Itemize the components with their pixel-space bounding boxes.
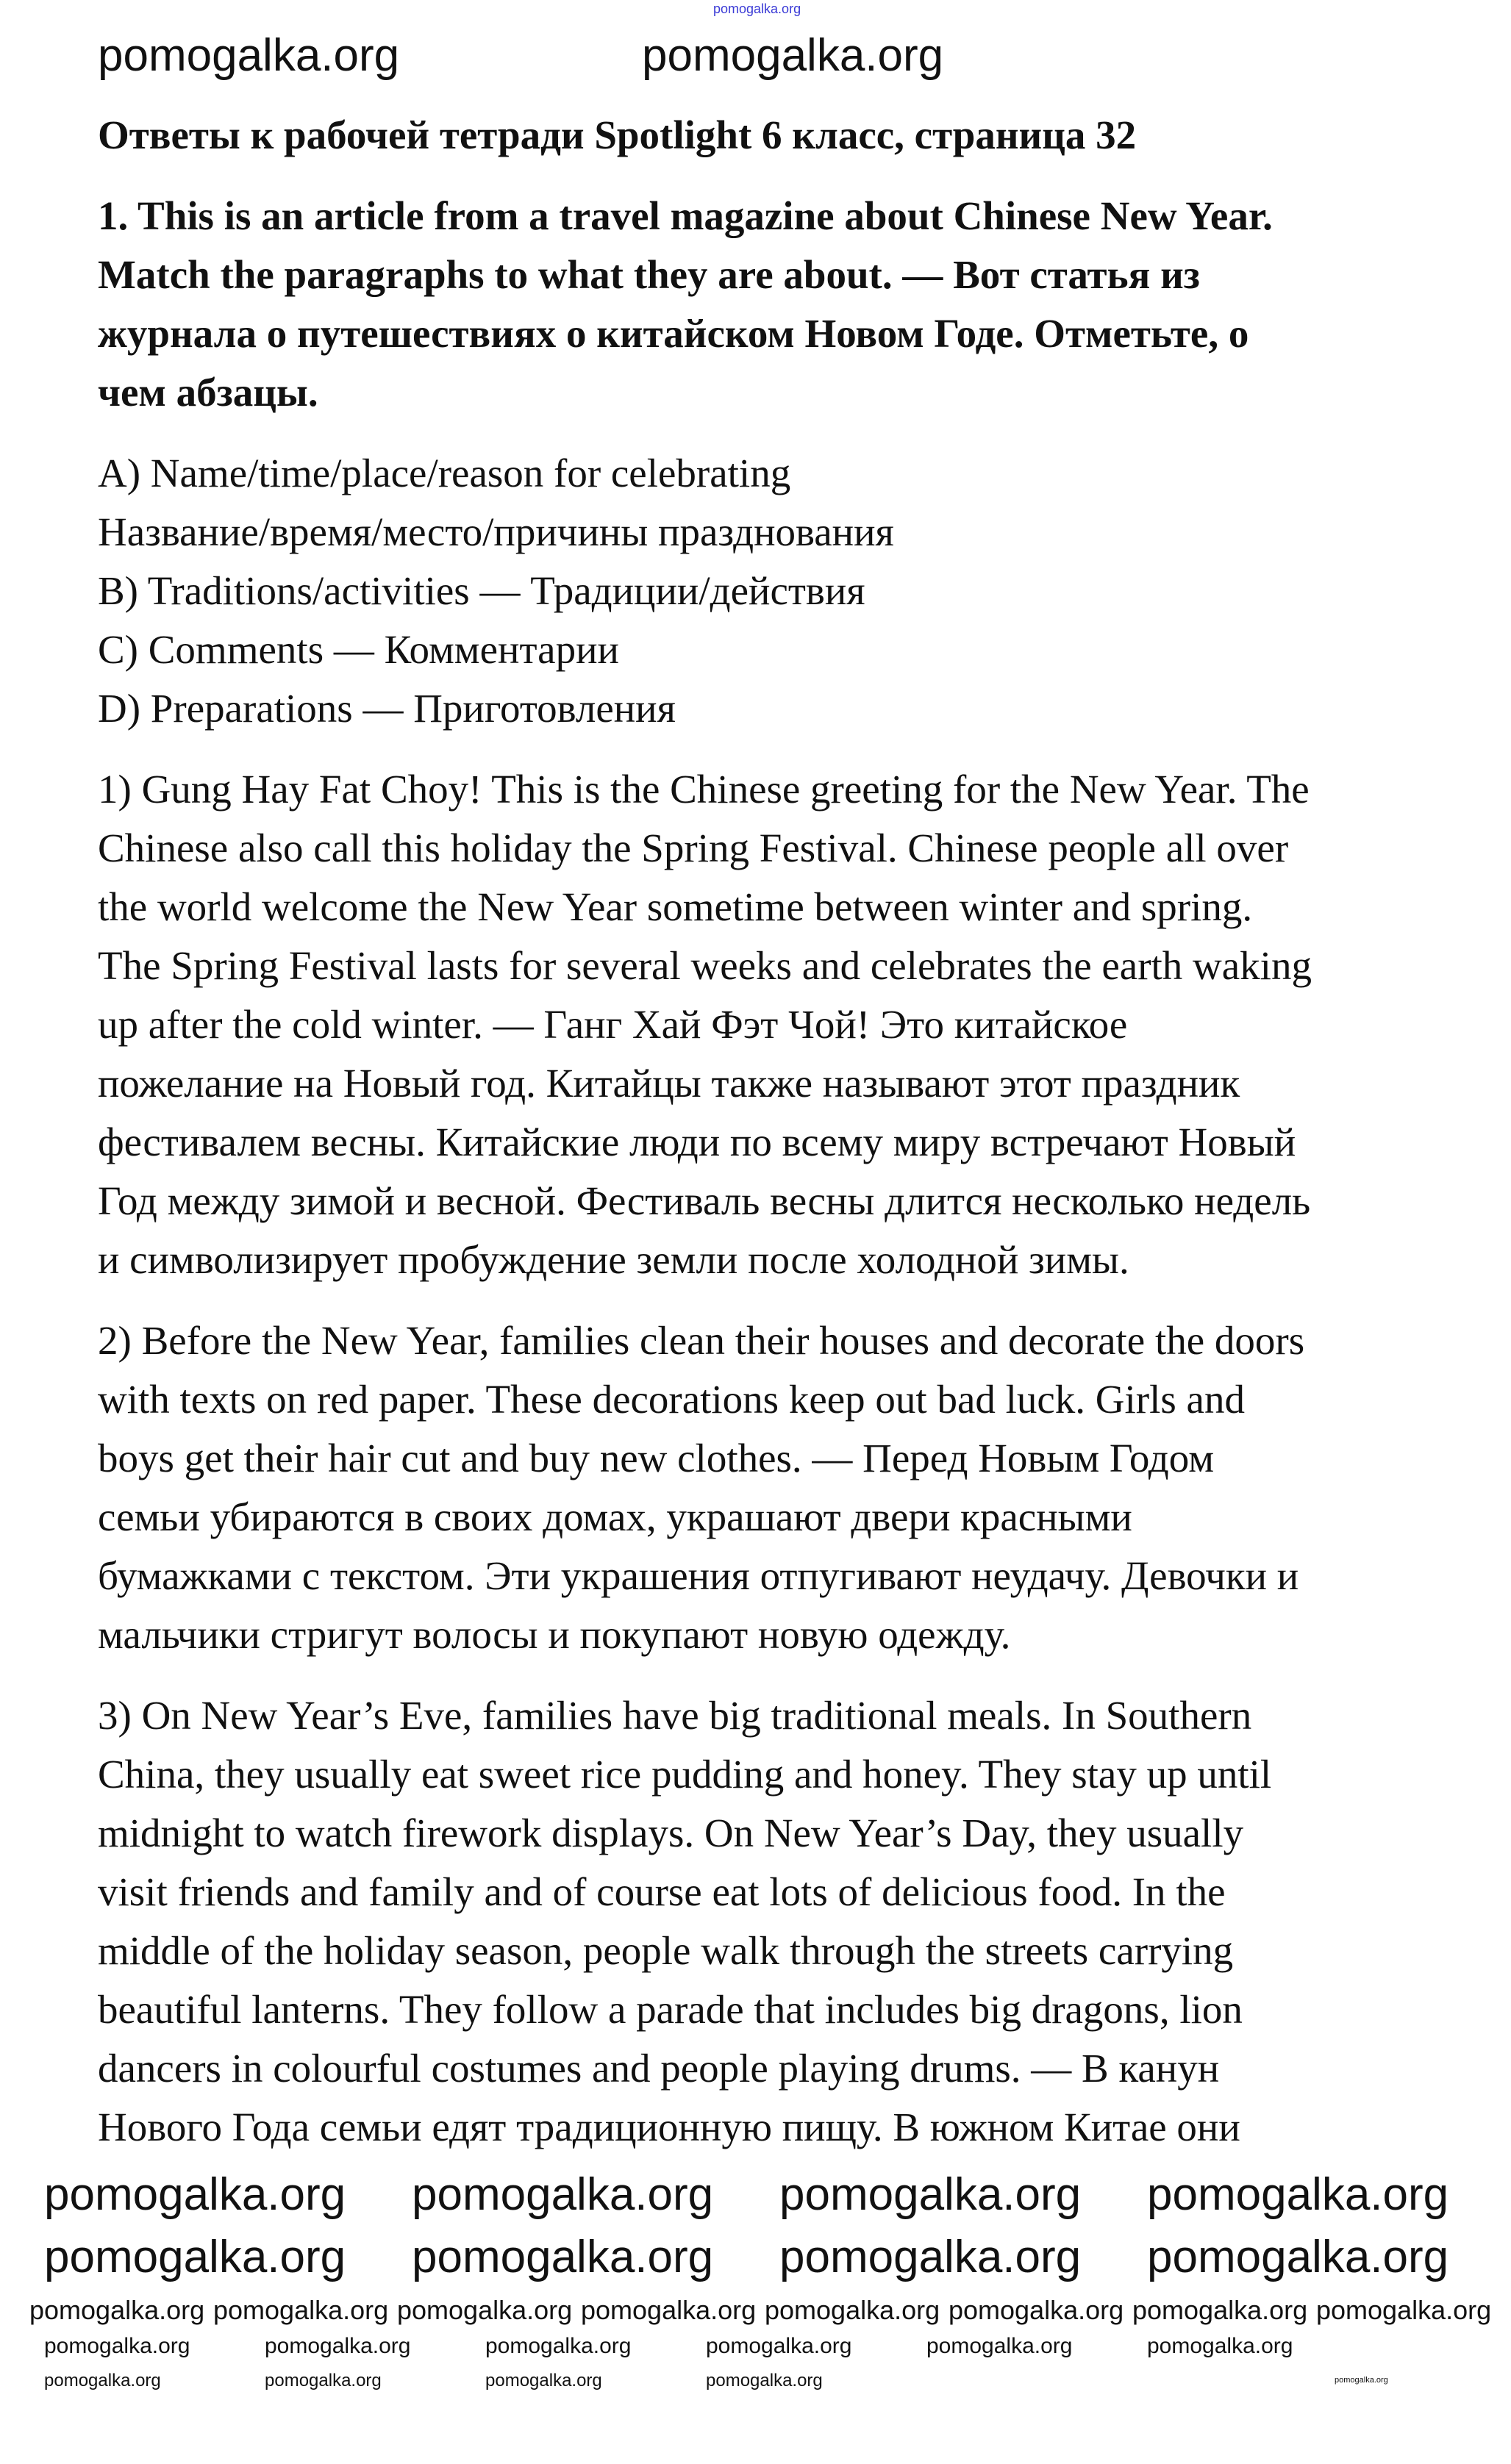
paragraph3-line: Нового Года семьи едят традиционную пищу. В южном Китае они — [98, 2105, 1240, 2149]
watermark: pomogalka.org — [1147, 2232, 1449, 2282]
watermark: pomogalka.org — [265, 2371, 382, 2390]
watermark-top: pomogalka.org — [713, 1, 801, 16]
task-line: чем абзацы. — [98, 370, 318, 415]
paragraph1-line: The Spring Festival lasts for several weeks and celebrates the earth waking — [98, 943, 1312, 988]
watermark: pomogalka.org — [44, 2169, 346, 2220]
watermark: pomogalka.org — [1335, 2376, 1388, 2385]
watermark: pomogalka.org — [926, 2334, 1073, 2358]
paragraph3-line: dancers in colourful costumes and people playing drums. — В канун — [98, 2046, 1220, 2091]
watermark: pomogalka.org — [412, 2169, 714, 2220]
paragraph1-line: the world welcome the New Year sometime between winter and spring. — [98, 884, 1253, 929]
paragraph3-line: 3) On New Year’s Eve, families have big traditional meals. In Southern — [98, 1693, 1252, 1738]
watermark: pomogalka.org — [1147, 2169, 1449, 2220]
paragraph3-line: midnight to watch firework displays. On New Year’s Day, they usually — [98, 1811, 1244, 1855]
watermark: pomogalka.org — [397, 2295, 573, 2325]
task-line: Match the paragraphs to what they are about. — Вот статья из — [98, 252, 1200, 297]
paragraph1-line: Chinese also call this holiday the Spring Festival. Chinese people all over — [98, 825, 1289, 870]
paragraph3-line: middle of the holiday season, people walk through the streets carrying — [98, 1928, 1234, 1973]
paragraph2-line: мальчики стригут волосы и покупают новую одежду. — [98, 1612, 1011, 1657]
watermark: pomogalka.org — [1147, 2334, 1293, 2358]
watermark: pomogalka.org — [265, 2334, 411, 2358]
paragraph3-line: beautiful lanterns. They follow a parade that includes big dragons, lion — [98, 1987, 1243, 2032]
watermark: pomogalka.org — [642, 30, 944, 81]
option-line: A) Name/time/place/reason for celebrating — [98, 451, 791, 495]
paragraph2-line: 2) Before the New Year, families clean their houses and decorate the doors — [98, 1318, 1305, 1363]
watermark: pomogalka.org — [581, 2295, 757, 2325]
page-title: Ответы к рабочей тетради Spotlight 6 класс, страница 32 — [98, 112, 1137, 157]
paragraph1-line: up after the cold winter. — Ганг Хай Фэт Чой! Это китайское — [98, 1002, 1128, 1047]
paragraph2-line: бумажками с текстом. Эти украшения отпугивают неудачу. Девочки и — [98, 1553, 1299, 1598]
task-line: 1. This is an article from a travel magazine about Chinese New Year. — [98, 193, 1273, 238]
option-line: B) Traditions/activities — Традиции/действия — [98, 568, 865, 613]
paragraph2-line: with texts on red paper. These decorations keep out bad luck. Girls and — [98, 1377, 1245, 1422]
option-line: D) Preparations — Приготовления — [98, 686, 676, 731]
watermark: pomogalka.org — [485, 2371, 602, 2390]
paragraph3-line: visit friends and family and of course eat lots of delicious food. In the — [98, 1869, 1226, 1914]
watermark: pomogalka.org — [412, 2232, 714, 2282]
paragraph2-line: семьи убираются в своих домах, украшают двери красными — [98, 1494, 1132, 1539]
watermark: pomogalka.org — [44, 2334, 190, 2358]
watermark: pomogalka.org — [44, 2232, 346, 2282]
watermark: pomogalka.org — [1316, 2295, 1492, 2325]
watermark: pomogalka.org — [779, 2232, 1082, 2282]
watermark: pomogalka.org — [949, 2295, 1124, 2325]
option-line: Название/время/место/причины празднования — [98, 509, 894, 554]
paragraph2-line: boys get their hair cut and buy new clothes. — Перед Новым Годом — [98, 1436, 1215, 1480]
watermark: pomogalka.org — [706, 2334, 852, 2358]
paragraph1-line: пожелание на Новый год. Китайцы также называют этот праздник — [98, 1061, 1240, 1106]
watermark: pomogalka.org — [765, 2295, 940, 2325]
watermark: pomogalka.org — [706, 2371, 823, 2390]
watermark: pomogalka.org — [29, 2295, 205, 2325]
paragraph1-line: 1) Gung Hay Fat Choy! This is the Chinese greeting for the New Year. The — [98, 767, 1310, 812]
paragraph1-line: фестивалем весны. Китайские люди по всему миру встречают Новый — [98, 1120, 1296, 1164]
watermark: pomogalka.org — [485, 2334, 632, 2358]
option-line: C) Comments — Комментарии — [98, 627, 619, 672]
paragraph1-line: и символизирует пробуждение земли после холодной зимы. — [98, 1237, 1129, 1282]
paragraph1-line: Год между зимой и весной. Фестиваль весны длится несколько недель — [98, 1178, 1311, 1223]
watermark: pomogalka.org — [779, 2169, 1082, 2220]
watermark: pomogalka.org — [1132, 2295, 1308, 2325]
watermark: pomogalka.org — [213, 2295, 389, 2325]
task-line: журнала о путешествиях о китайском Новом Годе. Отметьте, о — [98, 311, 1249, 356]
watermark: pomogalka.org — [98, 30, 400, 81]
paragraph3-line: China, they usually eat sweet rice pudding and honey. They stay up until — [98, 1752, 1272, 1797]
watermark: pomogalka.org — [44, 2371, 161, 2390]
